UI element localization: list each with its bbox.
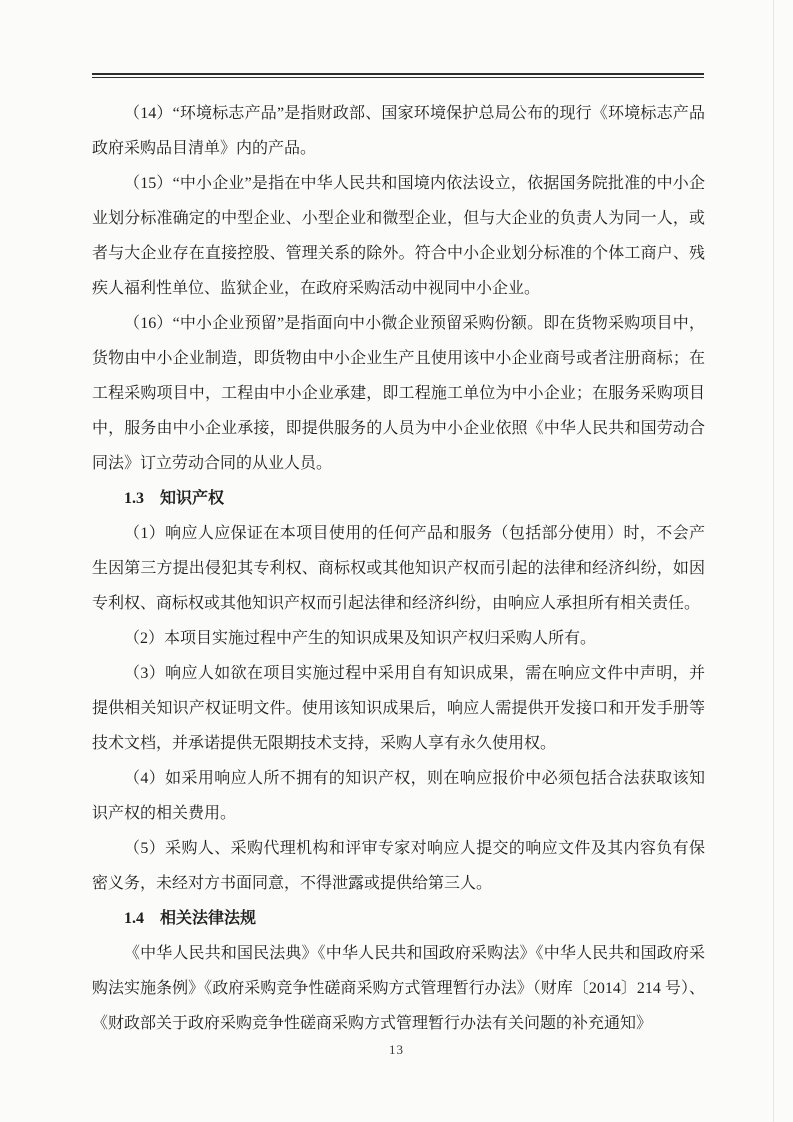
section-heading-1-4-related-laws: 1.4 相关法律法规: [124, 910, 257, 927]
scan-edge-artifact: [773, 0, 774, 1122]
paragraph-def-15-small-medium-enterprises: （15）“中小企业”是指在中华人民共和国境内依法设立，依据国务院批准的中小企业划分标准确定的中型企业、小型企业和微型企业，但与大企业的负责人为同一人，或者与大企业存在直接控股、管理关系的除外。符合中小企业划分标准的个体工商户、残疾人福利性单位、监狱企业，在政府采购活动中视同中小企业。: [92, 175, 705, 297]
page-number: 13: [389, 1042, 404, 1057]
document-body: [92, 96, 705, 1041]
paragraph-related-laws-list: 《中华人民共和国民法典》《中华人民共和国政府采购法》《中华人民共和国政府采购法实施条例》《政府采购竞争性磋商采购方式管理暂行办法》（财库〔2014〕214 号）、《财政部关于政府采购竞争性磋商采购方式管理暂行办法有关问题的补充通知》: [92, 945, 705, 1032]
header-rule: [92, 73, 704, 78]
paragraph-def-14-environment-label-products: （14）“环境标志产品”是指财政部、国家环境保护总局公布的现行《环境标志产品政府采购品目清单》内的产品。: [92, 105, 705, 157]
paragraph-ip-clause-2: （2）本项目实施过程中产生的知识成果及知识产权归采购人所有。: [124, 630, 597, 647]
paragraph-def-16-sme-reservation: （16）“中小企业预留”是指面向中小微企业预留采购份额。即在货物采购项目中，货物由中小企业制造，即货物由中小企业生产且使用该中小企业商号或者注册商标；在工程采购项目中，工程由中小企业承建，即工程施工单位为中小企业；在服务采购项目中，服务由中小企业承接，即提供服务的人员为中小企业依照《中华人民共和国劳动合同法》订立劳动合同的从业人员。: [92, 315, 705, 472]
section-heading-1-3-intellectual-property: 1.3 知识产权: [124, 490, 225, 507]
paragraph-ip-clause-4: （4）如采用响应人所不拥有的知识产权，则在响应报价中必须包括合法获取该知识产权的相关费用。: [92, 770, 705, 822]
paragraph-ip-clause-5: （5）采购人、采购代理机构和评审专家对响应人提交的响应文件及其内容负有保密义务，未经对方书面同意，不得泄露或提供给第三人。: [92, 840, 705, 892]
paragraph-ip-clause-1: （1）响应人应保证在本项目使用的任何产品和服务（包括部分使用）时，不会产生因第三方提出侵犯其专利权、商标权或其他知识产权而引起的法律和经济纠纷，如因专利权、商标权或其他知识产权而引起法律和经济纠纷，由响应人承担所有相关责任。: [92, 525, 705, 612]
paragraph-ip-clause-3: （3）响应人如欲在项目实施过程中采用自有知识成果，需在响应文件中声明，并提供相关知识产权证明文件。使用该知识成果后，响应人需提供开发接口和开发手册等技术文档，并承诺提供无限期技术支持，采购人享有永久使用权。: [92, 665, 705, 752]
